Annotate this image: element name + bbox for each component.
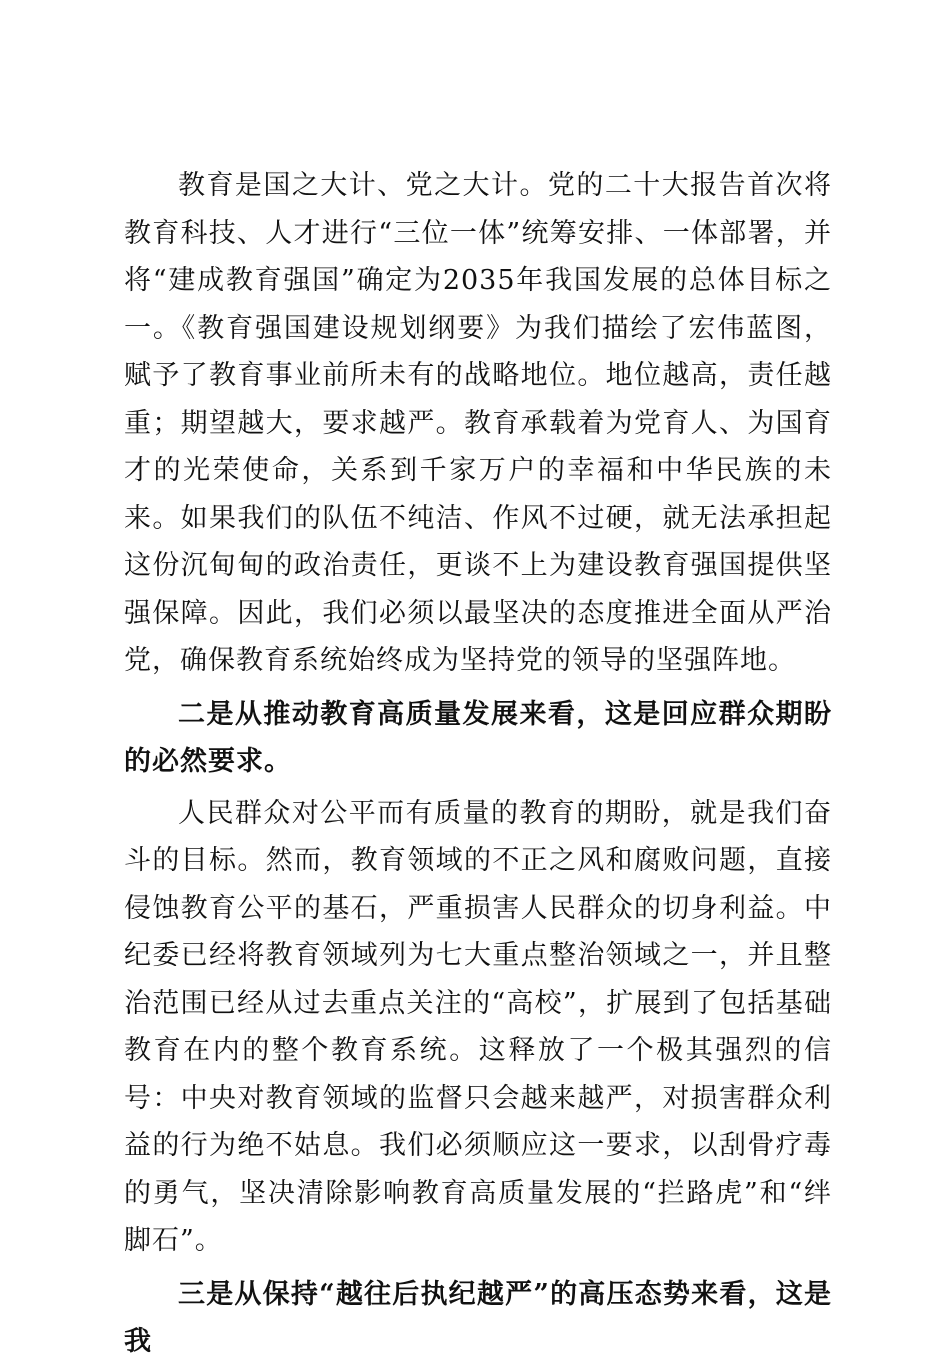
paragraph-gap <box>124 685 832 689</box>
paragraph-public-expectations: 人民群众对公平而有质量的教育的期盼，就是我们奋斗的目标。然而，教育领域的不正之风和腐败问题，直接侵蚀教育公平的基石，严重损害人民群众的切身利益。中纪委已经将教育领域列为七大重点整治领域之一，并且整治范围已经从过去重点关注的“高校”，扩展到了包括基础教育在内的整个教育系统。这释放了一个极其强烈的信号：中央对教育领域的监督只会越来越严，对损害群众利益的行为绝不姑息。我们必须顺应这一要求，以刮骨疗毒的勇气，坚决清除影响教育高质量发展的“拦路虎”和“绊脚石”。 <box>124 797 832 1256</box>
document-body <box>124 162 832 1366</box>
heading-point-three: 三是从保持“越往后执纪越严”的高压态势来看，这是我 <box>124 1278 832 1357</box>
paragraph-education-importance: 教育是国之大计、党之大计。党的二十大报告首次将教育科技、人才进行“三位一体”统筹安排、一体部署，并将“建成教育强国”确定为2035年我国发展的总体目标之一。《教育强国建设规划纲要》为我们描绘了宏伟蓝图，赋予了教育事业前所未有的战略地位。地位越高，责任越重；期望越大，要求越严。教育承载着为党育人、为国育才的光荣使命，关系到千家万户的幸福和中华民族的未来。如果我们的队伍不纯洁、作风不过硬，就无法承担起这份沉甸甸的政治责任，更谈不上为建设教育强国提供坚强保障。因此，我们必须以最坚决的态度推进全面从严治党，确保教育系统始终成为坚持党的领导的坚强阵地。 <box>124 170 832 676</box>
paragraph-gap <box>124 1265 832 1269</box>
heading-point-two: 二是从推动教育高质量发展来看，这是回应群众期盼的必然要求。 <box>124 698 832 777</box>
